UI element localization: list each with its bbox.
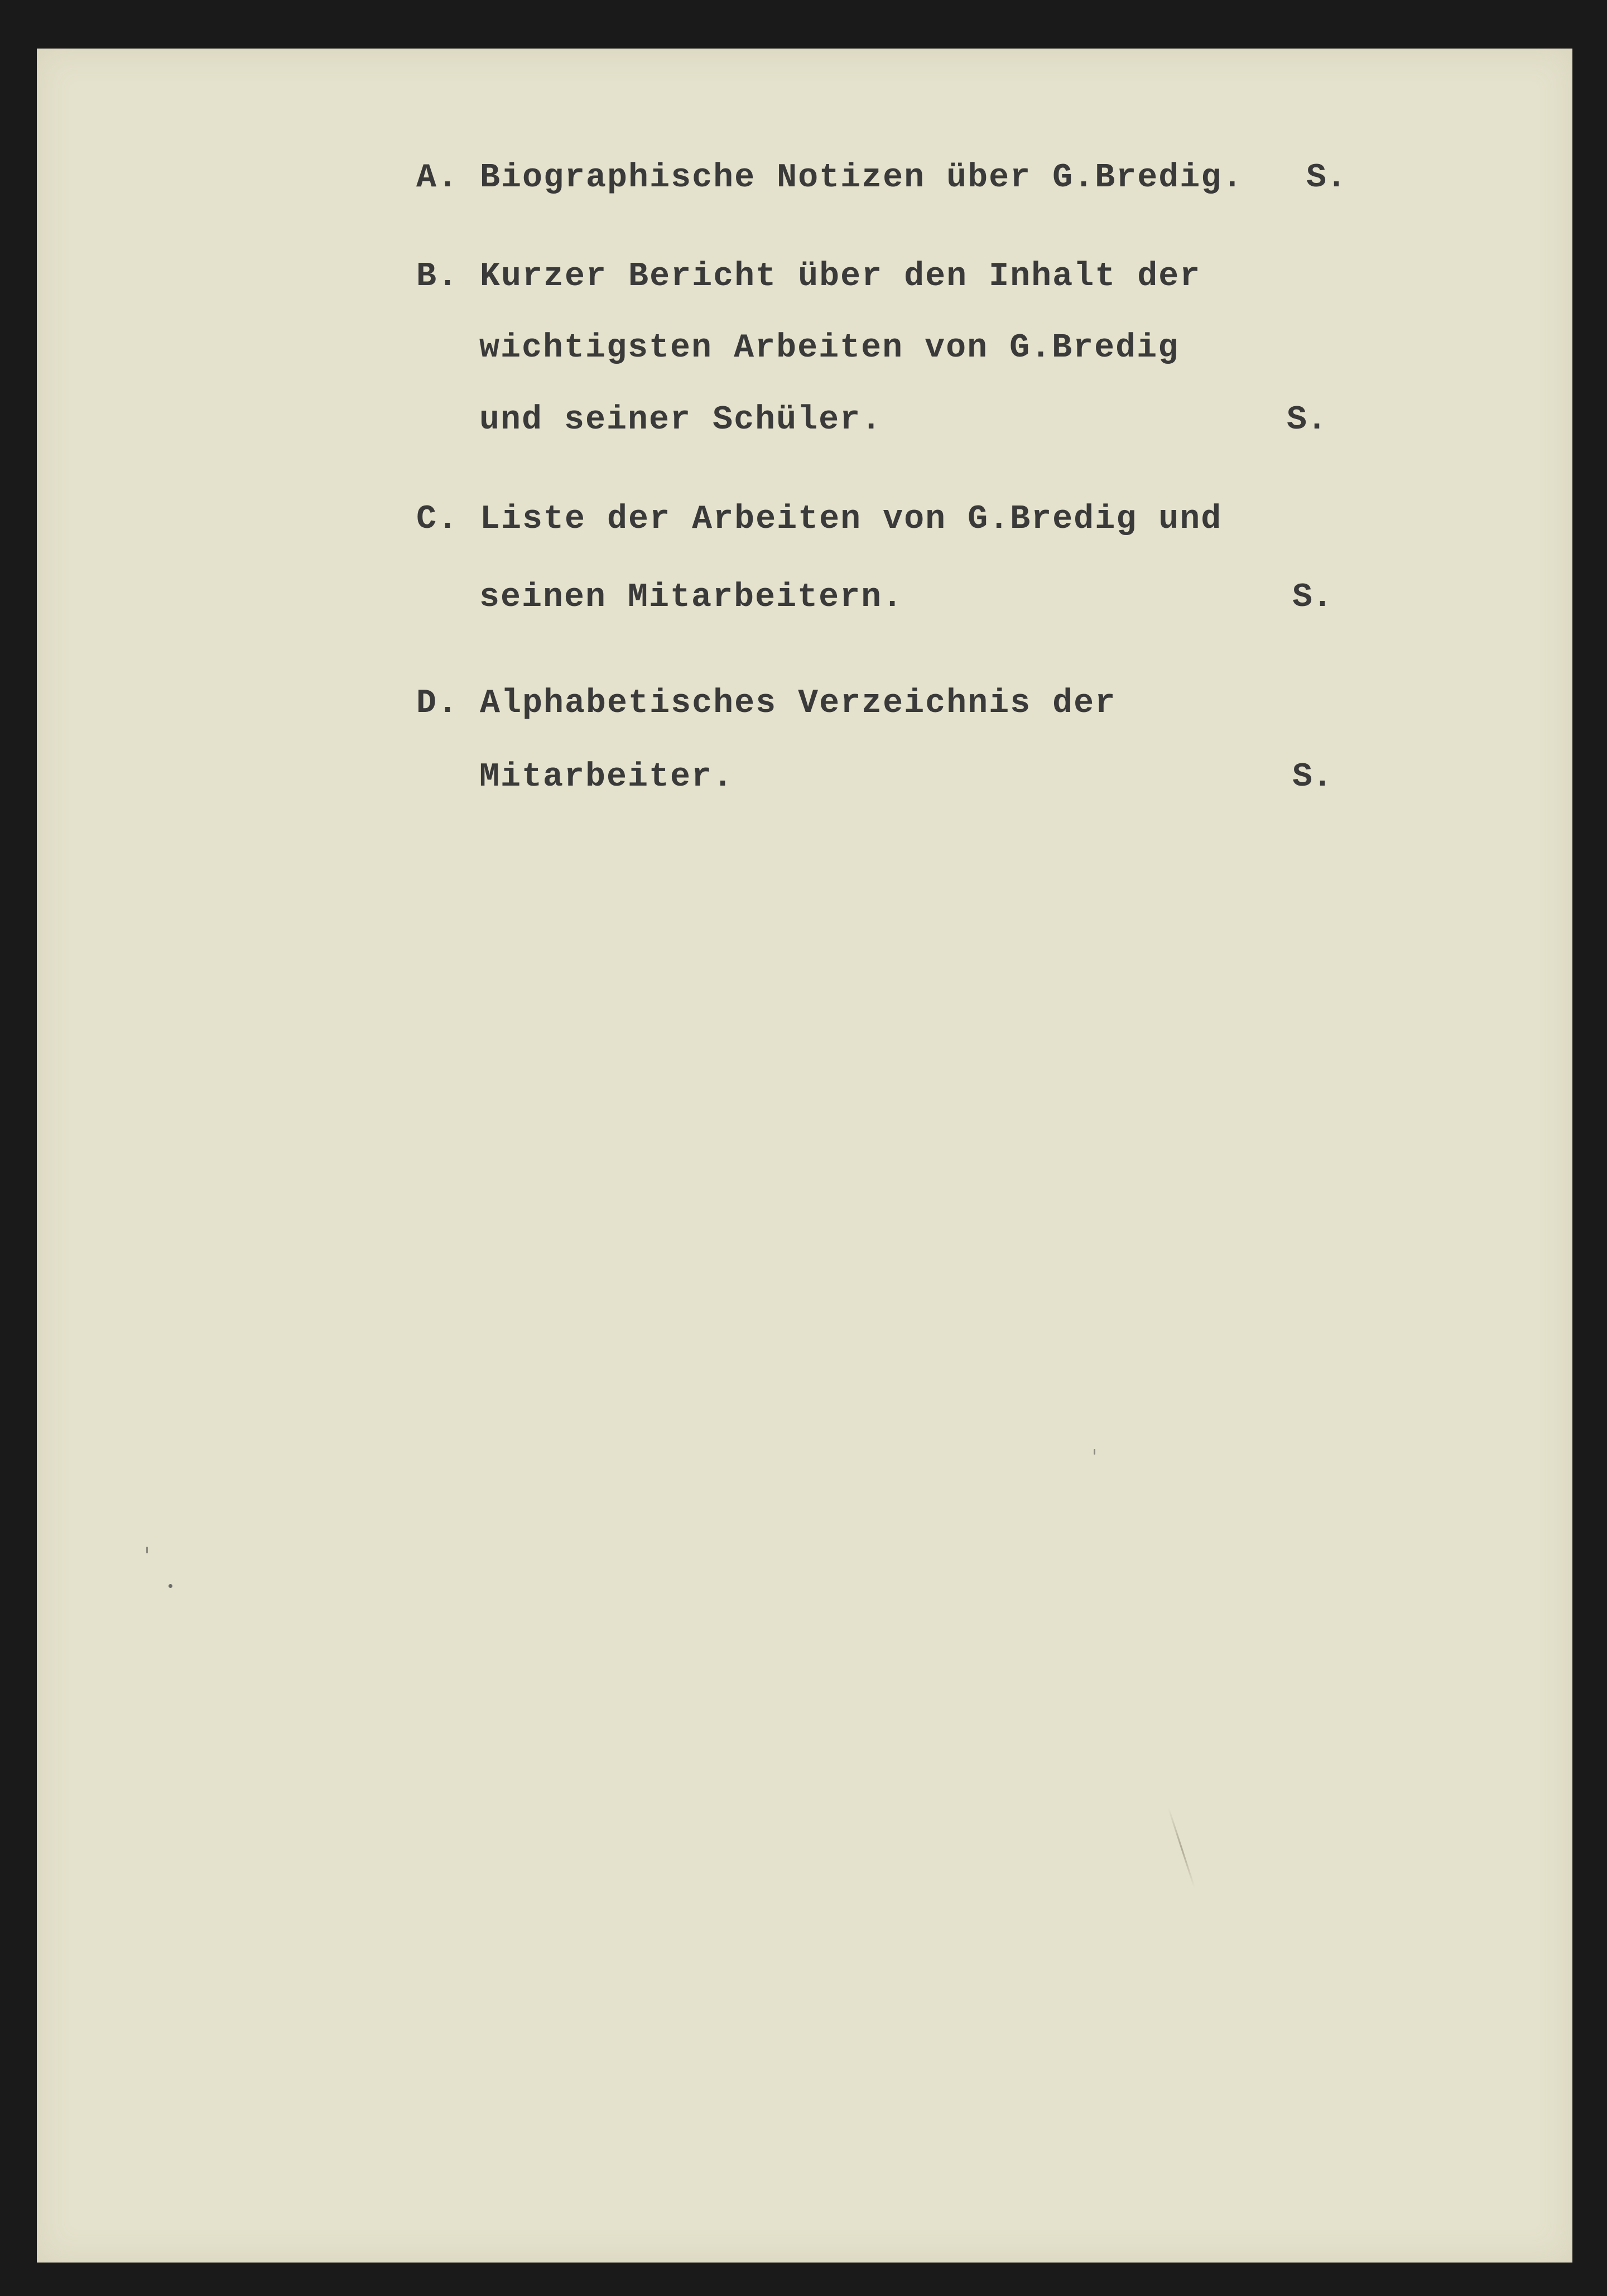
entry-a-line-1: A. Biographische Notizen über G.Bredig. <box>416 159 1244 197</box>
entry-b-line-1: B. Kurzer Bericht über den Inhalt der <box>416 258 1201 296</box>
entry-b-line-3: und seiner Schüler. <box>479 401 883 439</box>
entry-c-line-1: C. Liste der Arbeiten von G.Bredig und <box>416 500 1223 538</box>
paper-crease <box>1168 1808 1195 1888</box>
entry-b-line-2: wichtigsten Arbeiten von G.Bredig <box>479 329 1180 367</box>
entry-d-page-ref: S. <box>1292 758 1333 796</box>
entry-b-page-ref: S. <box>1287 401 1327 439</box>
entry-c-line-2: seinen Mitarbeitern. <box>479 579 904 617</box>
entry-d-line-2: Mitarbeiter. <box>479 758 734 796</box>
paper-speck <box>169 1584 172 1588</box>
document-page <box>37 49 1572 2263</box>
paper-speck <box>146 1547 148 1553</box>
entry-a-page-ref: S. <box>1306 159 1347 197</box>
entry-c-page-ref: S. <box>1292 579 1333 617</box>
entry-d-line-1: D. Alphabetisches Verzeichnis der <box>416 685 1117 723</box>
paper-speck <box>1094 1449 1095 1455</box>
